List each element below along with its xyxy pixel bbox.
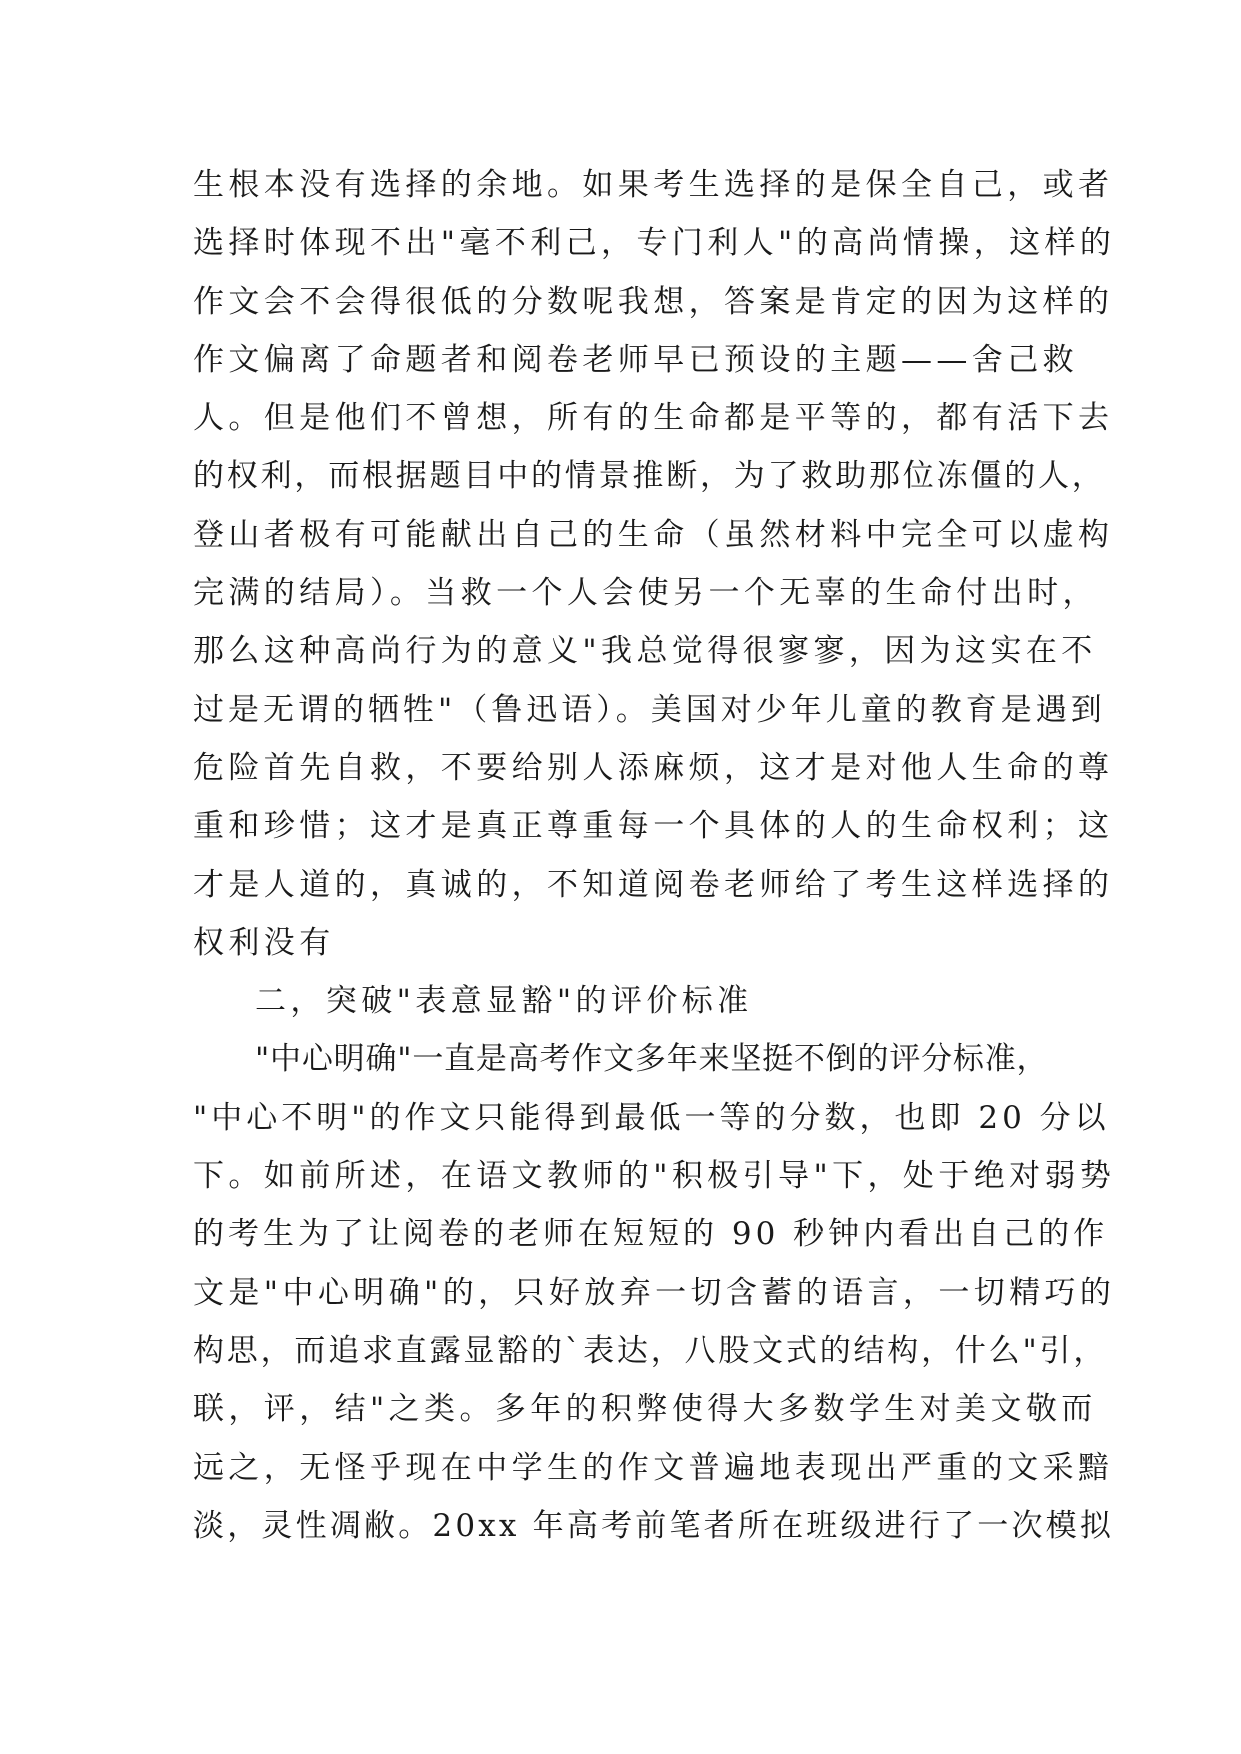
text-line: 生根本没有选择的余地。如果考生选择的是保全自己，或者 bbox=[193, 167, 1114, 203]
text-line: 危险首先自救，不要给别人添麻烦，这才是对他人生命的尊 bbox=[193, 749, 1114, 786]
text-line: 的权利，而根据题目中的情景推断，为了救助那位冻僵的人， bbox=[193, 458, 1106, 495]
body-text bbox=[193, 156, 1116, 1555]
text-line: 构思，而追求直露显豁的`表达，八股文式的结构，什么"引， bbox=[193, 1332, 1108, 1369]
text-line: 登山者极有可能献出自己的生命（虽然材料中完全可以虚构 bbox=[193, 516, 1114, 553]
text-line: 文是"中心明确"的，只好放弃一切含蓄的语言，一切精巧的 bbox=[193, 1274, 1116, 1311]
section-heading: 二，突破"表意显豁"的评价标准 bbox=[255, 983, 753, 1020]
text-line: 的考生为了让阅卷的老师在短短的 90 秒钟内看出自己的作 bbox=[193, 1216, 1109, 1253]
text-line: "中心不明"的作文只能得到最低一等的分数，也即 20 分以 bbox=[193, 1099, 1110, 1136]
text-line: 完满的结局）。当救一个人会使另一个无辜的生命付出时， bbox=[193, 575, 1098, 612]
text-line: 淡，灵性凋敝。20xx 年高考前笔者所在班级进行了一次模拟 bbox=[193, 1507, 1115, 1544]
text-line: 过是无谓的牺牲"（鲁迅语）。美国对少年儿童的教育是遇到 bbox=[193, 691, 1106, 728]
text-line: 下。如前所述，在语文教师的"积极引导"下，处于绝对弱势 bbox=[193, 1158, 1116, 1195]
text-line: 作文会不会得很低的分数呢我想，答案是肯定的因为这样的 bbox=[193, 283, 1114, 320]
text-line: 才是人道的，真诚的，不知道阅卷老师给了考生这样选择的 bbox=[193, 866, 1114, 903]
text-line: 作文偏离了命题者和阅卷老师早已预设的主题——舍己救 bbox=[193, 341, 1078, 378]
text-line: 那么这种高尚行为的意义"我总觉得很寥寥，因为这实在不 bbox=[193, 633, 1097, 670]
paragraph-first-line: "中心明确"一直是高考作文多年来坚挺不倒的评分标准， bbox=[255, 1041, 1049, 1078]
text-line: 选择时体现不出"毫不利己，专门利人"的高尚情操，这样的 bbox=[193, 225, 1116, 262]
text-line: 远之，无怪乎现在中学生的作文普遍地表现出严重的文采黯 bbox=[193, 1449, 1114, 1486]
text-line: 人。但是他们不曾想，所有的生命都是平等的，都有活下去 bbox=[193, 400, 1114, 437]
text-line: 权利没有 bbox=[193, 924, 335, 961]
text-line: 重和珍惜；这才是真正尊重每一个具体的人的生命权利；这 bbox=[193, 808, 1114, 845]
text-line: 联，评，结"之类。多年的积弊使得大多数学生对美文敬而 bbox=[193, 1391, 1097, 1428]
